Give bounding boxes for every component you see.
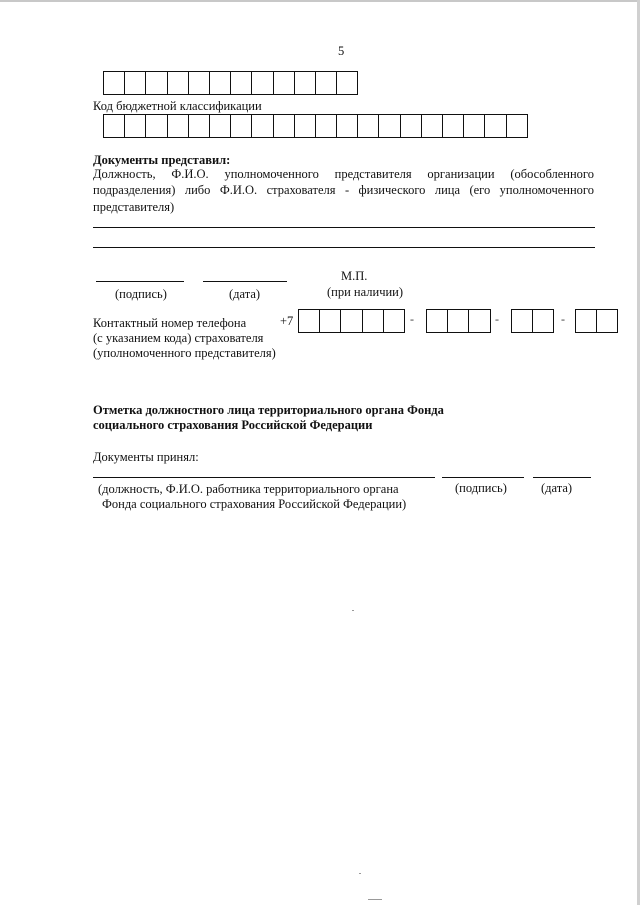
phone-label-line2: (с указанием кода) страхователя [93,331,264,345]
code-cell[interactable] [231,71,252,95]
kbk-cell[interactable] [379,114,400,138]
kbk-cell[interactable] [358,114,379,138]
phone-label-line3: (уполномоченного представителя) [93,346,276,360]
phone-separator-2: - [495,312,499,326]
kbk-cell[interactable] [485,114,506,138]
phone-part3-cells[interactable] [575,309,618,333]
code-cell[interactable] [104,71,125,95]
kbk-cell[interactable] [443,114,464,138]
fss-signature-caption: (подпись) [455,481,507,495]
phone-cell[interactable] [533,309,554,333]
phone-cell[interactable] [341,309,362,333]
signature-line[interactable] [96,281,184,282]
scan-speck [368,899,382,900]
phone-cell[interactable] [576,309,597,333]
fss-position-caption-line1: (должность, Ф.И.О. работника территориального органа [98,482,399,496]
kbk-cell[interactable] [252,114,273,138]
code-cell[interactable] [125,71,146,95]
code-cell[interactable] [316,71,337,95]
phone-cell[interactable] [384,309,405,333]
docs-submitted-title: Документы представил: [93,153,231,167]
kbk-cell[interactable] [422,114,443,138]
phone-prefix: +7 [280,314,294,328]
kbk-label: Код бюджетной классификации [93,99,262,113]
code-cell[interactable] [168,71,189,95]
representative-name-line-1[interactable] [93,227,595,228]
phone-part1-cells[interactable] [426,309,491,333]
fss-position-caption-line2: Фонда социального страхования Российской Федерации) [102,497,407,511]
date-line[interactable] [203,281,287,282]
kbk-cell[interactable] [337,114,358,138]
phone-part2-cells[interactable] [511,309,554,333]
code-cell[interactable] [210,71,231,95]
kbk-cell[interactable] [507,114,528,138]
accepted-label: Документы принял: [93,450,199,464]
scan-speck [359,873,361,874]
docs-submitted-line1: Должность, Ф.И.О. уполномоченного представителя организации (обособленного [93,167,594,181]
docs-submitted-line3: представителя) [93,200,175,214]
kbk-cell[interactable] [295,114,316,138]
phone-cell[interactable] [299,309,320,333]
kbk-cell[interactable] [274,114,295,138]
kbk-cell[interactable] [401,114,422,138]
fss-position-line[interactable] [93,477,435,478]
scan-edge-top [0,0,640,2]
phone-separator-3: - [561,312,565,326]
code-cell[interactable] [252,71,273,95]
kbk-cell[interactable] [231,114,252,138]
kbk-cell[interactable] [464,114,485,138]
phone-cell[interactable] [597,309,618,333]
fss-date-line[interactable] [533,477,591,478]
kbk-cell[interactable] [189,114,210,138]
kbk-cell[interactable] [316,114,337,138]
code-cell[interactable] [295,71,316,95]
docs-submitted-line2: подразделения) либо Ф.И.О. страхователя - физического лица (его уполномоченного [93,183,594,197]
phone-code-cells[interactable] [298,309,405,333]
code-cell[interactable] [146,71,167,95]
representative-name-line-2[interactable] [93,247,595,248]
date-caption: (дата) [229,287,261,301]
phone-cell[interactable] [512,309,533,333]
kbk-cell[interactable] [210,114,231,138]
signature-caption: (подпись) [115,287,167,301]
phone-label-line1: Контактный номер телефона [93,316,247,330]
phone-cell[interactable] [448,309,469,333]
kbk-cell[interactable] [125,114,146,138]
kbk-cells[interactable] [103,114,528,138]
kbk-cell[interactable] [168,114,189,138]
phone-cell[interactable] [363,309,384,333]
phone-separator-1: - [410,312,414,326]
fss-signature-line[interactable] [442,477,524,478]
stamp-label: М.П. [341,269,368,283]
upper-code-cells[interactable] [103,71,358,95]
code-cell[interactable] [274,71,295,95]
kbk-cell[interactable] [104,114,125,138]
phone-cell[interactable] [469,309,490,333]
code-cell[interactable] [337,71,358,95]
stamp-note: (при наличии) [327,285,404,299]
page-number: 5 [338,44,345,58]
code-cell[interactable] [189,71,210,95]
phone-cell[interactable] [320,309,341,333]
fss-mark-title-line2: социального страхования Российской Федерации [93,418,373,432]
kbk-cell[interactable] [146,114,167,138]
fss-date-caption: (дата) [541,481,573,495]
fss-mark-title-line1: Отметка должностного лица территориального органа Фонда [93,403,444,417]
phone-cell[interactable] [427,309,448,333]
scan-speck [352,610,354,611]
